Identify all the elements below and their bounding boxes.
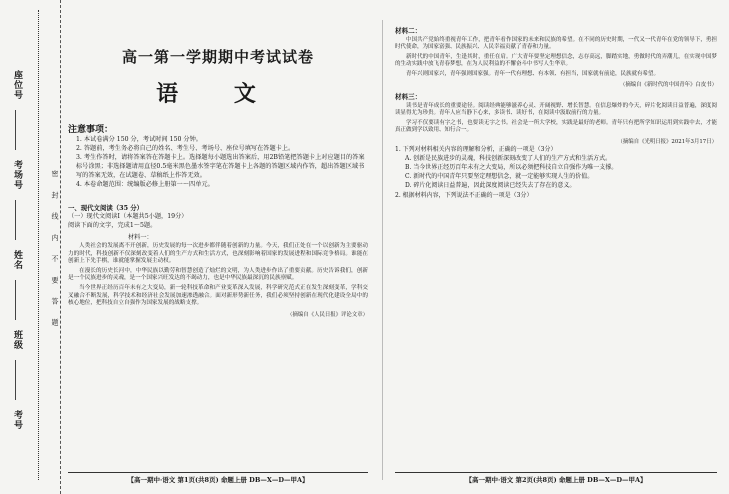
binding-margin <box>0 0 61 494</box>
passage-paragraph: 在漫长的历史长河中，中华民族以勤劳和智慧创造了灿烂的文明，为人类进步作出了重要贡献。历史告诉我们，创新是一个民族进步的灵魂，是一个国家兴旺发达的不竭动力，也是中华民族最深沉的民族禀赋。 <box>68 267 368 282</box>
binding-label-id: 考号 <box>12 410 22 430</box>
page-divider <box>382 20 383 480</box>
binding-label-name: 姓名 <box>12 250 22 270</box>
subsection-heading: （一）现代文阅读Ⅰ（本题共5小题，19分） <box>68 213 188 220</box>
exam-title: 高一第一学期期中考试试卷 <box>121 48 314 66</box>
instruction: 阅读下面的文字，完成1～5题。 <box>68 222 157 229</box>
seal-line-text: 密 封 线 内 不 要 答 题 <box>51 170 59 332</box>
notice-heading: 注意事项： <box>68 125 114 135</box>
notice-item: 2. 答题前，考生务必将自己的姓名、考生号、考场号、座位号填写在答题卡上。 <box>76 145 295 152</box>
passage-source: （摘编自《光明日报》2021年3月17日） <box>617 138 717 145</box>
answer-option: B. 当今世界正经历百年未有之大变局，所以必须把科技自立自强作为唯一支撑。 <box>405 164 618 172</box>
material-label: 材料一： <box>128 234 153 241</box>
class-underline <box>15 360 16 400</box>
seat-underline <box>15 110 16 150</box>
left-footer: 【高一期中·语文 第1页(共8页) 命题上册 DB—X—D—甲A】 <box>68 472 368 484</box>
answer-option: C. 新时代的中国青年只要坚定理想信念，就一定能够实现人生的价值。 <box>405 173 594 181</box>
material-label: 材料三： <box>395 93 422 102</box>
passage-paragraph: 学习不仅要读有字之书，也要读无字之书。社会是一所大学校，实践是最好的老师。青年只有把所学知识运用到实践中去，才能真正做到学以致用、知行合一。 <box>395 119 717 134</box>
right-footer: 【高一期中·语文 第2页(共8页) 命题上册 DB—X—D—甲A】 <box>395 472 717 484</box>
material-label: 材料二： <box>395 27 422 35</box>
section-heading: 一、现代文阅读（35 分） <box>68 204 144 212</box>
room-underline <box>15 200 16 240</box>
passage-paragraph: 人类社会的发展离不开创新，历史发展的每一次进步都伴随着创新的力量。今天，我们正处在一个以创新为主要驱动力的时代，科技创新不仅深刻改变着人们的生产方式和生活方式，也深刻影响着国家的发展进程和国际竞争格局。谁能在创新上下先手棋，谁就能掌握发展主动权。 <box>68 243 368 265</box>
answer-option: D. 碎片化阅读日益普遍，因此深度阅读已经失去了存在的意义。 <box>405 182 576 190</box>
binding-label-room: 考场号 <box>12 160 22 190</box>
passage-paragraph: 当今世界正经历百年未有之大变局，新一轮科技革命和产业变革深入发展，科学研究范式正在发生深刻变革，学科交叉融合不断发展，科学技术和经济社会发展加速渗透融合。面对新形势新任务，我们必须坚持创新在现代化建设全局中的核心地位，把科技自立自强作为国家发展的战略支撑。 <box>68 284 368 307</box>
question-stem: 1. 下列对材料相关内容的理解和分析，正确的一项是（3分） <box>395 145 557 153</box>
notice-item: 3. 考生作答时，请将答案答在答题卡上。选择题每小题选出答案后，用2B铅笔把答题卡上对应题目的答案标号涂黑；非选择题请用直径0.5毫米黑色墨水签字笔在答题卡上各题的答题区域内作答，超出答题区域书写的答案无效，在试题卷、草稿纸上作答无效。 <box>76 154 365 179</box>
seal-line <box>38 10 39 480</box>
notice-item: 1. 本试卷满分 150 分，考试时间 150 分钟。 <box>76 136 202 143</box>
passage-paragraph: 读书是青年成长的重要途径。阅读经典能够滋养心灵、开阔视野、增长智慧。在信息爆炸的今天，碎片化阅读日益普遍，深度阅读显得尤为珍贵。青年人应当静下心来，多读书、读好书，在阅读中汲取前行的力量。 <box>395 103 717 117</box>
exam-subject: 语 文 <box>156 81 280 107</box>
binding-label-seat: 座位号 <box>12 70 22 100</box>
answer-option: A. 创新是民族进步的灵魂，科技创新深刻改变了人们的生产方式和生活方式。 <box>405 154 612 162</box>
passage-source: （摘编自《人民日报》评论文章） <box>287 311 368 318</box>
name-underline <box>15 280 16 320</box>
binding-label-class: 班级 <box>12 330 22 350</box>
right-page <box>395 22 717 488</box>
passage-paragraph: 青年兴则国家兴，青年强则国家强。青年一代有理想、有本领、有担当，国家就有前途，民族就有希望。 <box>406 70 660 77</box>
left-page <box>68 38 368 488</box>
question-stem: 2. 根据材料内容，下列说法不正确的一项是（3分） <box>395 191 533 199</box>
passage-source: （摘编自《新时代的中国青年》白皮书） <box>619 82 717 89</box>
notice-item: 4. 本卷命题范围：统编版必修上册第一～四单元。 <box>76 181 214 188</box>
passage-paragraph: 新时代的中国青年，生逢其时，重任在肩。广大青年要坚定理想信念，志存高远，脚踏实地，勇做时代的弄潮儿，在实现中国梦的生动实践中放飞青春梦想，在为人民利益的不懈奋斗中书写人生华章。 <box>395 53 717 68</box>
passage-paragraph: 中国共产党始终重视青年工作，把青年看作国家的未来和民族的希望。在不同的历史时期，一代又一代青年在党的领导下，勇担时代使命，为国家富强、民族振兴、人民幸福贡献了青春和力量。 <box>395 37 717 51</box>
